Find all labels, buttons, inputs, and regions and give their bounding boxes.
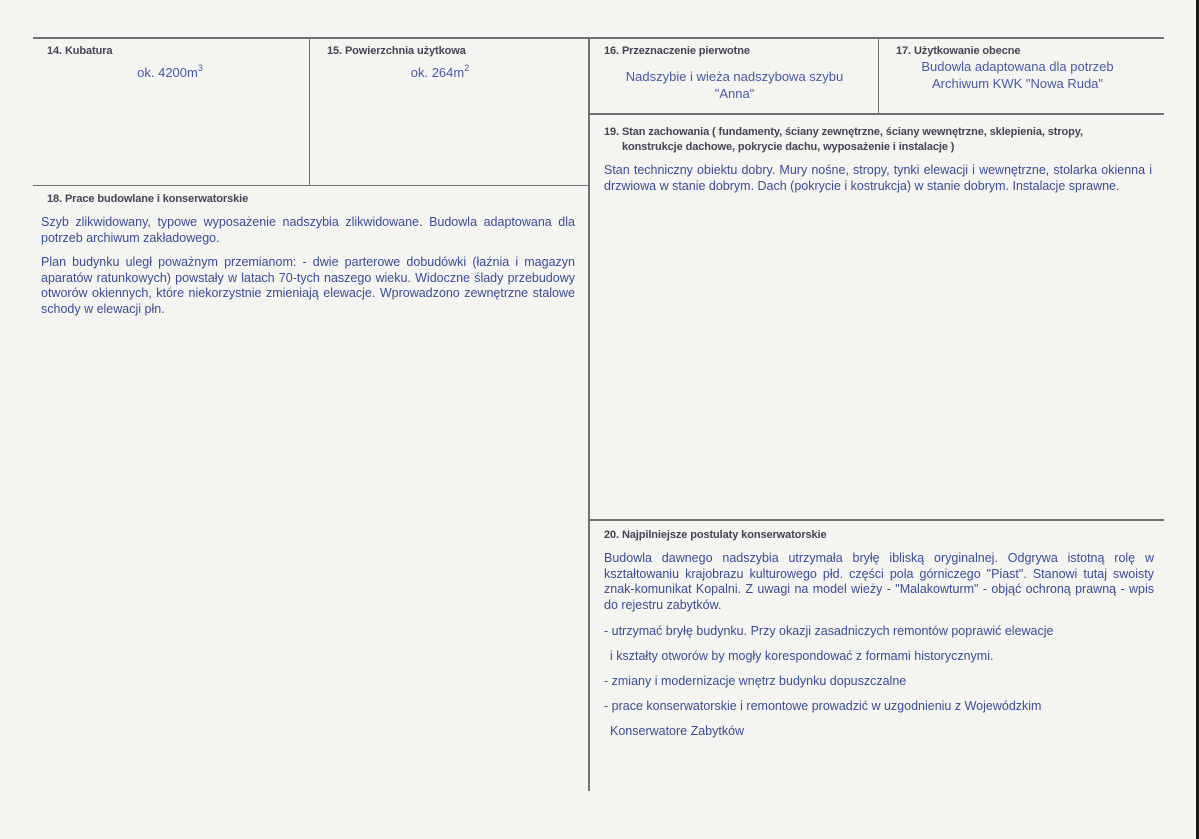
main-vertical-divider: [588, 39, 590, 791]
field-14-value-text: ok. 4200m: [137, 65, 198, 80]
field-20-list-item-3-cont: Konserwatore Zabytków: [610, 724, 745, 738]
field-20-list-item-2: - zmiany i modernizacje wnętrz budynku dopuszczalne: [604, 674, 907, 688]
field-17-value: Budowla adaptowana dla potrzeb Archiwum KWK "Nowa Ruda": [921, 59, 1114, 91]
field-18-header: 18. Prace budowlane i konserwatorskie: [47, 193, 249, 205]
field-14-header: 14. Kubatura: [47, 45, 113, 57]
field-19-header-line1: 19. Stan zachowania ( fundamenty, ściany zewnętrzne, ściany wewnętrzne, sklepienia, stropy,: [604, 126, 1083, 138]
field-20-list-item-1-cont: i kształty otworów by mogły korespondować z formami historycznymi.: [610, 649, 994, 663]
field-20-paragraph-1: Budowla dawnego nadszybia utrzymała bryłę ibliską oryginalnej. Odgrywa istotną rolę w kształtowaniu krajobrazu kulturowego płd. części pola górniczego "Piast". Stanowi tutaj swoisty znak-komunikat Kopalni. Z uwagi na model wieży - "Malakowturm" - objąć ochroną prawną - wpis do rejestru zabytków.: [604, 551, 1154, 612]
field-19-header-line2: konstrukcje dachowe, pokrycie dachu, wyposażenie i instalacje ): [622, 141, 955, 153]
field-16-header: 16. Przeznaczenie pierwotne: [604, 45, 750, 57]
field-16-value: Nadszybie i wieża nadszybowa szybu "Anna": [625, 69, 844, 101]
field-14-value: [90, 64, 250, 81]
divider-row-14-18: [33, 185, 589, 186]
field-20-list-item-3: - prace konserwatorskie i remontowe prowadzić w uzgodnieniu z Wojewódzkim: [604, 699, 1042, 713]
field-19-text: Stan techniczny obiektu dobry. Mury nośne, stropy, tynki elewacji i wewnętrzne, stolarka okienna i drzwiowa w stanie dobrym. Dach (pokrycie i kostrukcja) w stanie dobrym. Instalacje sprawne.: [604, 163, 1152, 193]
field-18-paragraph-2: Plan budynku uległ poważnym przemianom: - dwie parterowe dobudówki (łaźnia i magazyn aparatów ratunkowych) powstały w latach 70-tych naszego wieku. Widoczne ślady przebudowy otworów okiennych, które niekorzystnie zmieniają elewacje. Wprowadzono zewnętrzne stalowe schody w elewacji płn.: [41, 255, 575, 316]
field-18-paragraph-1: Szyb zlikwidowany, typowe wyposażenie nadszybia zlikwidowane. Budowla adaptowana dla potrzeb archiwum zakładowego.: [41, 215, 575, 245]
divider-row-16-19: [590, 113, 1164, 115]
field-15-header: 15. Powierzchnia użytkowa: [327, 45, 466, 57]
field-17-header: 17. Użytkowanie obecne: [896, 45, 1021, 57]
top-border-line: [33, 37, 1164, 39]
field-20-list-item-1: - utrzymać bryłę budynku. Przy okazji zasadniczych remontów poprawić elewacje: [604, 624, 1054, 638]
field-18-body: [41, 215, 575, 326]
field-20-header: 20. Najpilniejsze postulaty konserwatorskie: [604, 529, 827, 541]
divider-row-19-20: [590, 519, 1164, 521]
divider-16-17: [878, 39, 879, 113]
field-15-value: [360, 64, 520, 81]
divider-14-15: [309, 39, 310, 186]
field-15-value-sup: 2: [464, 63, 470, 73]
field-14-value-sup: 3: [197, 63, 203, 73]
field-15-value-text: ok. 264m: [410, 65, 465, 80]
